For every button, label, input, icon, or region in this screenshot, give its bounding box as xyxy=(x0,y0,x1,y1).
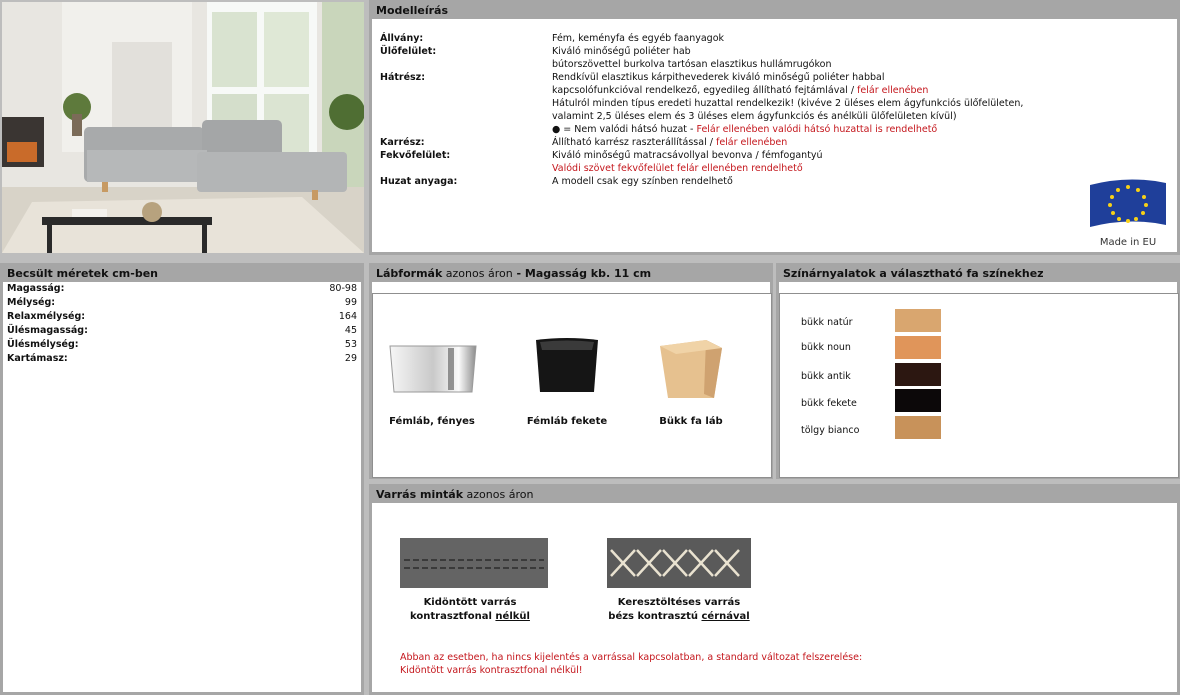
stitch-sample-cross xyxy=(607,538,751,588)
dimension-row: Relaxmélység: 164 xyxy=(7,311,357,322)
model-description-panel: Modelleírás Állvány: Fém, keményfa és egyéb faanyagok Ülőfelület: Kiváló minőségű poliéter hab bútorszövettel burkolva tartósan elasztikus hullámrugókon Hátrész: Rendkívül elasztikus kárpithevederek kiváló minőségű poliéter habbal kapcsolófunkcióval rendelkező, egyedileg állítható fejtámlával / felár ellenében Hátulról minden típus eredeti huzattal rendelkezik! (kivéve 2 üléses elem ágyfunkciós ülőfelületen, valamint 2,5 üléses elem és 3 üléses elem ágyfunkciós és anélküli ülőfelületen kívül) ● = Nem valódi hátsó huzat - Felár ellenében valódi hátsó huzattal is rendelhető Karrész: Állítható karrész raszterállítással / felár ellenében Fekvőfelület: Kiváló minőségű matracsávollyal bevonva / fémfogantyú Valódi szövet fekvőfelület felár ellenében rendelhető Huzat anyaga: A modell csak egy színben rendelhető Made in EU xyxy=(369,0,1180,255)
chrome-foot-image xyxy=(388,344,478,396)
dimensions-list xyxy=(3,282,361,366)
dimensions-panel xyxy=(0,263,364,695)
model-description-title: Modelleírás xyxy=(372,3,1177,19)
dimension-row: Ülésmélység: 53 xyxy=(7,339,357,350)
wood-colors-title: Színárnyalatok a választható fa színekhez xyxy=(779,266,1177,282)
black-foot-image xyxy=(532,336,602,396)
beech-foot-image xyxy=(658,338,724,400)
dimension-row: Magasság: 80-98 xyxy=(7,283,357,294)
wood-colors-panel xyxy=(776,263,1180,479)
stitch-caption-plain: Kidöntött varrás kontrasztfonal nélkül xyxy=(410,597,530,622)
stitch-panel xyxy=(369,484,1180,695)
feet-panel xyxy=(369,263,773,479)
dimension-row: Ülésmagasság: 45 xyxy=(7,325,357,336)
swatch-label: bükk noun xyxy=(801,342,851,353)
swatch-label: bükk fekete xyxy=(801,398,857,409)
dimension-row: Mélység: 99 xyxy=(7,297,357,308)
color-swatch xyxy=(895,363,941,386)
color-swatch xyxy=(895,309,941,332)
foot-label-chrome: Fémláb, fényes xyxy=(389,416,475,427)
color-swatch xyxy=(895,336,941,359)
swatch-label: bükk antik xyxy=(801,371,851,382)
stitch-sample-plain xyxy=(400,538,548,588)
feet-title: Lábformák azonos áron - Magasság kb. 11 cm xyxy=(372,266,770,282)
swatch-label: tölgy bianco xyxy=(801,425,860,436)
color-swatch xyxy=(895,389,941,412)
eu-flag-icon xyxy=(1086,177,1170,231)
swatch-label: bükk natúr xyxy=(801,317,853,328)
stitch-note: Abban az esetben, ha nincs kijelentés a varrással kapcsolatban, a standard változat felszerelése: Kidöntött varrás kontrasztfonal nélkül! xyxy=(400,652,863,676)
stitch-caption-cross: Keresztöltéses varrás bézs kontrasztú cérnával xyxy=(608,597,750,622)
dimension-row: Kartámasz: 29 xyxy=(7,353,357,364)
eu-flag-logo xyxy=(1086,177,1170,247)
stitch-title: Varrás minták azonos áron xyxy=(372,487,1177,503)
color-swatch xyxy=(895,416,941,439)
product-photo xyxy=(2,2,364,253)
foot-label-black: Fémláb fekete xyxy=(526,416,608,427)
made-in-eu-label: Made in EU xyxy=(1099,237,1157,248)
dimensions-title: Becsült méretek cm-ben xyxy=(3,266,361,282)
foot-label-beech: Bükk fa láb xyxy=(659,416,723,427)
